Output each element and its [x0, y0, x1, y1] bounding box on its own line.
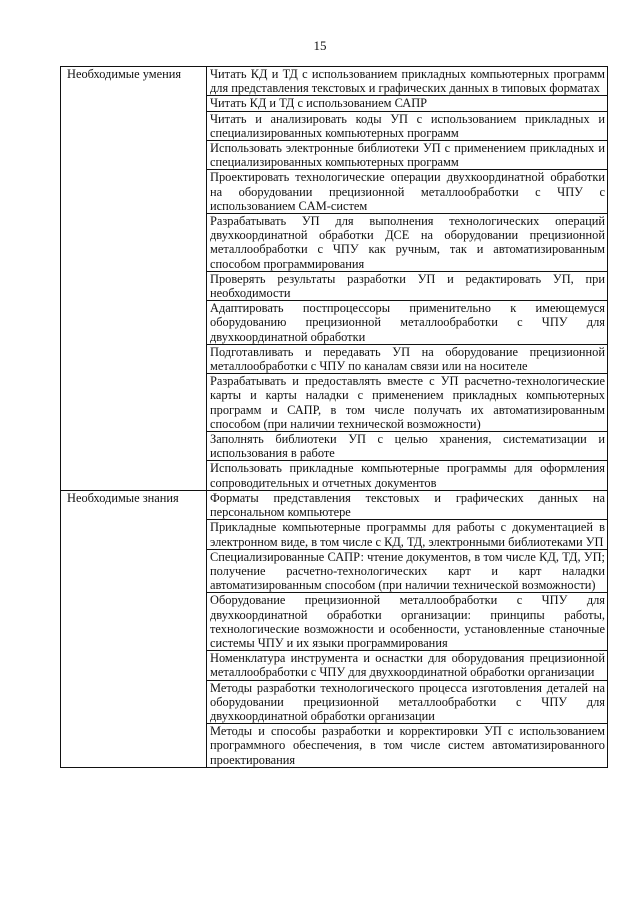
page-number: 15: [313, 38, 327, 53]
table-row: [61, 490, 608, 519]
skill-item: Заполнять библиотеки УП с целью хранения, систематизации и использования в работе: [207, 432, 608, 461]
skill-item: Подготавливать и передавать УП на оборудование прецизионной металлообработки с ЧПУ по каналам связи или на носителе: [207, 344, 608, 373]
knowledge-item: Номенклатура инструмента и оснастки для оборудования прецизионной металлообработки с ЧПУ для двухкоординатной обработки организации: [207, 651, 608, 680]
requirements-table-frame: [60, 66, 608, 768]
skill-item: Проектировать технологические операции двухкоординатной обработки на оборудовании прецизионной металлообработки с ЧПУ с использованием CAM-систем: [207, 170, 608, 214]
skill-item: Читать КД и ТД с использованием САПР: [207, 96, 608, 111]
skill-item: Читать и анализировать коды УП с использованием прикладных и специализированных компьютерных программ: [207, 111, 608, 140]
skill-item: Разрабатывать УП для выполнения технологических операций двухкоординатной обработки ДСЕ на оборудовании прецизионной металлообработки с ЧПУ как ручным, так и автоматизированным способом программирования: [207, 214, 608, 272]
knowledge-item: Методы и способы разработки и корректировки УП с использованием программного обеспечения, в том числе систем автоматизированного проектирования: [207, 724, 608, 768]
table-row: [61, 67, 608, 96]
section-label-skills: Необходимые умения: [61, 67, 207, 491]
knowledge-item: Специализированные САПР: чтение документов, в том числе КД, ТД, УП; получение расчетно-технологических карт и карт наладки автоматизированным способом (при наличии технической возможности): [207, 549, 608, 593]
skill-item: Использовать электронные библиотеки УП с применением прикладных и специализированных компьютерных программ: [207, 141, 608, 170]
knowledge-item: Форматы представления текстовых и графических данных на персональном компьютере: [207, 490, 608, 519]
skill-item: Проверять результаты разработки УП и редактировать УП, при необходимости: [207, 271, 608, 300]
skill-item: Разрабатывать и предоставлять вместе с УП расчетно-технологические карты и карты наладки с применением прикладных компьютерных программ и САПР, в том числе получать их автоматизированным способом (при наличии технической возможности): [207, 374, 608, 432]
requirements-table: [60, 66, 608, 768]
skill-item: Адаптировать постпроцессоры применительно к имеющемуся оборудованию прецизионной металлообработки с ЧПУ для двухкоординатной обработки: [207, 301, 608, 345]
knowledge-item: Оборудование прецизионной металлообработки с ЧПУ для двухкоординатной обработки организации: принципы работы, технологические возможности и особенности, установленные станочные системы ЧПУ и их языки программирования: [207, 593, 608, 651]
skill-item: Читать КД и ТД с использованием прикладных компьютерных программ для представления текстовых и графических данных в типовых форматах: [207, 67, 608, 96]
section-label-knowledge: Необходимые знания: [61, 490, 207, 767]
skill-item: Использовать прикладные компьютерные программы для оформления сопроводительных и отчетных документов: [207, 461, 608, 490]
knowledge-item: Прикладные компьютерные программы для работы с документацией в электронном виде, в том числе с КД, ТД, электронными библиотеками УП: [207, 520, 608, 549]
knowledge-item: Методы разработки технологического процесса изготовления деталей на оборудовании прецизионной металлообработки с ЧПУ для двухкоординатной обработки организации: [207, 680, 608, 724]
